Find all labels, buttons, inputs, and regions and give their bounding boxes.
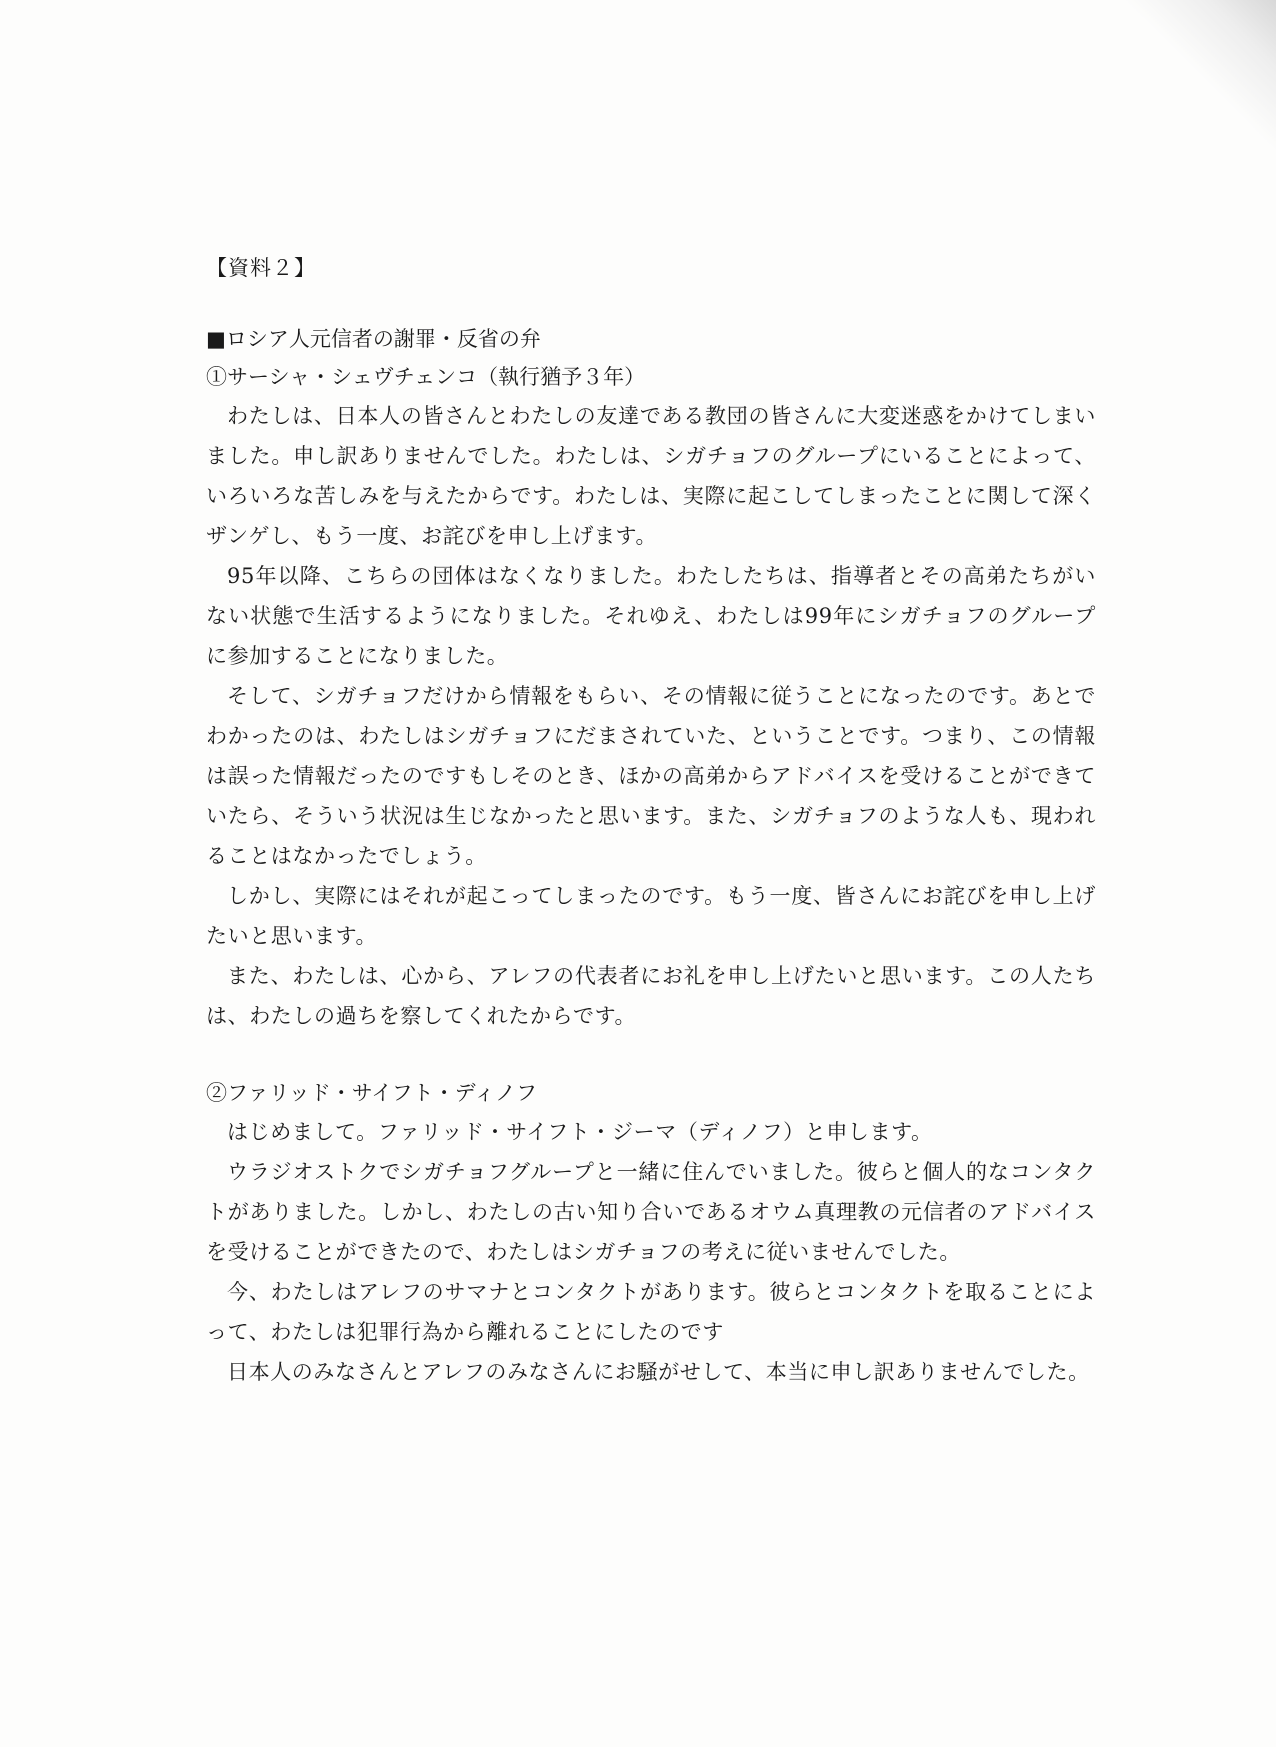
paragraph: 95年以降、こちらの団体はなくなりました。わたしたちは、指導者とその高弟たちがいない状態で生活するようになりました。それゆえ、わたしは99年にシガチョフのグループに参加することになりました。 <box>206 564 1096 668</box>
document-heading: ■ロシア人元信者の謝罪・反省の弁 <box>206 327 541 351</box>
paragraph: ウラジオストクでシガチョフグループと一緒に住んでいました。彼らと個人的なコンタクトがありました。しかし、わたしの古い知り合いであるオウム真理教の元信者のアドバイスを受けることができたので、わたしはシガチョフの考えに従いませんでした。 <box>206 1160 1096 1264</box>
statement-section-2 <box>206 1074 1096 1392</box>
page-corner-shadow <box>1116 0 1276 220</box>
paragraph: また、わたしは、心から、アレフの代表者にお礼を申し上げたいと思います。この人たちは、わたしの過ちを察してくれたからです。 <box>206 964 1096 1028</box>
document-body <box>206 252 1096 1430</box>
section-title: ①サーシャ・シェヴチェンコ（執行猶予３年） <box>206 365 646 389</box>
paragraph: 日本人のみなさんとアレフのみなさんにお騒がせして、本当に申し訳ありませんでした。 <box>227 1360 1090 1384</box>
statement-section-1 <box>206 358 1096 1036</box>
paragraph: しかし、実際にはそれが起こってしまったのです。もう一度、皆さんにお詫びを申し上げたいと思います。 <box>206 884 1096 948</box>
section-title: ②ファリッド・サイフト・ディノフ <box>206 1081 537 1105</box>
paragraph: はじめまして。ファリッド・サイフト・ジーマ（ディノフ）と申します。 <box>227 1120 933 1144</box>
paragraph: わたしは、日本人の皆さんとわたしの友達である教団の皆さんに大変迷惑をかけてしまいました。申し訳ありませんでした。わたしは、シガチョフのグループにいることによって、いろいろな苦しみを与えたからです。わたしは、実際に起こしてしまったことに関して深くザンゲし、もう一度、お詫びを申し上げます。 <box>206 404 1096 548</box>
document-label: 【資料２】 <box>206 256 316 280</box>
paragraph: 今、わたしはアレフのサマナとコンタクトがあります。彼らとコンタクトを取ることによって、わたしは犯罪行為から離れることにしたのです <box>206 1280 1096 1344</box>
paragraph: そして、シガチョフだけから情報をもらい、その情報に従うことになったのです。あとでわかったのは、わたしはシガチョフにだまされていた、ということです。つまり、この情報は誤った情報だったのですもしそのとき、ほかの高弟からアドバイスを受けることができていたら、そういう状況は生じなかったと思います。また、シガチョフのような人も、現われることはなかったでしょう。 <box>206 684 1096 868</box>
